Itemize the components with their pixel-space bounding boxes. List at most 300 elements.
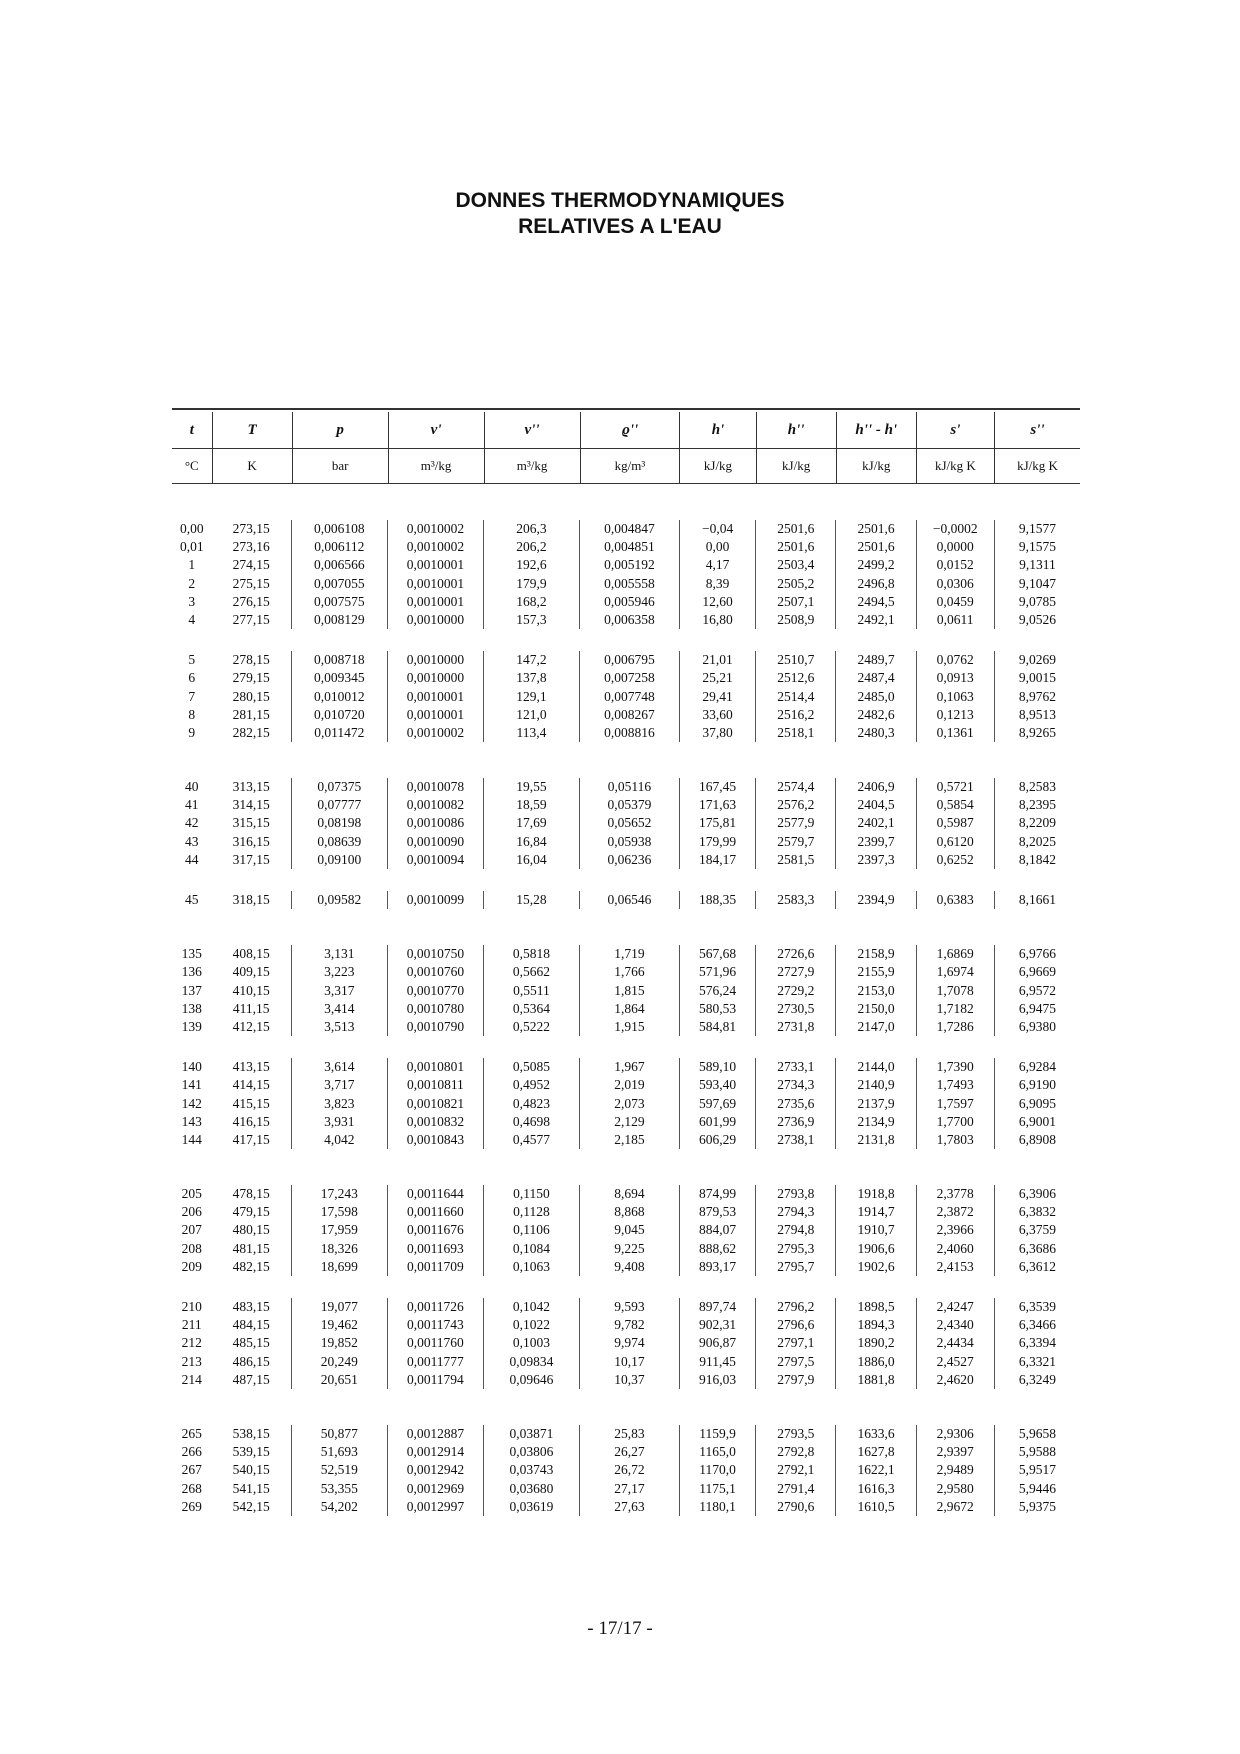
cell-col-v1: 0,0010821 [388, 1095, 484, 1113]
cell-col-hdiff: 2397,3 [836, 851, 916, 869]
cell-col-v1: 0,0010002 [388, 724, 484, 742]
table-row [172, 651, 1080, 669]
cell-col-v1: 0,0012997 [388, 1498, 484, 1516]
cell-col-hdiff: 1906,6 [836, 1240, 916, 1258]
table-row [172, 945, 1080, 963]
cell-col-hdiff: 2489,7 [836, 651, 916, 669]
document-title [0, 188, 1240, 240]
cell-col-rho: 0,004847 [580, 520, 680, 538]
cell-col-v2: 0,5818 [484, 945, 580, 963]
cell-col-v2: 15,28 [484, 891, 580, 909]
cell-col-p: 17,598 [292, 1203, 388, 1221]
header-col-h1: h' [680, 412, 756, 448]
unit-col-v2: m³/kg [485, 449, 581, 483]
cell-col-h2: 2583,3 [756, 891, 836, 909]
cell-col-rho: 0,005946 [580, 593, 680, 611]
cell-col-s1: 2,4247 [917, 1298, 995, 1316]
header-col-T: T [213, 412, 293, 448]
cell-col-h2: 2581,5 [756, 851, 836, 869]
cell-col-rho: 0,05379 [580, 796, 680, 814]
cell-col-v1: 0,0010770 [388, 982, 484, 1000]
cell-col-v1: 0,0010002 [388, 538, 484, 556]
cell-col-h1: 4,17 [680, 556, 756, 574]
cell-col-h1: 1165,0 [680, 1443, 756, 1461]
cell-col-v2: 206,2 [484, 538, 580, 556]
cell-col-s2: 6,3466 [1018, 1317, 1056, 1333]
cell-col-s2: 6,9190 [1018, 1077, 1056, 1093]
cell-col-hdiff: 1918,8 [836, 1185, 916, 1203]
cell-col-s1: 2,4060 [917, 1240, 995, 1258]
cell-col-h1: 25,21 [680, 669, 756, 687]
cell-col-hdiff: 1627,8 [836, 1443, 916, 1461]
cell-col-h2: 2793,8 [756, 1185, 836, 1203]
cell-col-h2: 2792,1 [756, 1461, 836, 1479]
cell-col-s1: 0,6383 [917, 891, 995, 909]
header-col-p: p [293, 412, 389, 448]
cell-col-rho: 0,005558 [580, 575, 680, 593]
cell-col-p: 0,008718 [292, 651, 388, 669]
cell-col-h2: 2736,9 [756, 1113, 836, 1131]
cell-col-s1: 0,0152 [917, 556, 995, 574]
cell-col-T: 415,15 [212, 1095, 292, 1113]
cell-col-rho: 9,408 [580, 1258, 680, 1276]
cell-col-rho: 0,005192 [580, 556, 680, 574]
cell-col-s1: 2,9397 [917, 1443, 995, 1461]
cell-col-h2: 2501,6 [756, 538, 836, 556]
cell-col-h2: 2794,3 [756, 1203, 836, 1221]
cell-col-s1: 1,7803 [917, 1131, 995, 1149]
page-number: - 17/17 - [587, 1618, 653, 1639]
cell-col-s1: 1,7078 [917, 982, 995, 1000]
group-spacer [172, 1276, 1080, 1298]
cell-col-s2: 6,3686 [1018, 1240, 1056, 1256]
cell-col-T: 410,15 [212, 982, 292, 1000]
cell-col-rho: 9,974 [580, 1334, 680, 1352]
cell-col-v2: 0,03806 [484, 1443, 580, 1461]
cell-col-h2: 2733,1 [756, 1058, 836, 1076]
cell-col-v1: 0,0010078 [388, 778, 484, 796]
steam-table [172, 412, 1080, 1516]
cell-col-hdiff: 1616,3 [836, 1480, 916, 1498]
cell-col-t: 209 [181, 1258, 202, 1274]
cell-col-s2: 6,9284 [1018, 1059, 1056, 1075]
cell-col-h1: 589,10 [680, 1058, 756, 1076]
cell-col-h2: 2727,9 [756, 963, 836, 981]
cell-col-hdiff: 1890,2 [836, 1334, 916, 1352]
cell-col-h2: 2792,8 [756, 1443, 836, 1461]
cell-col-t: 143 [181, 1113, 202, 1129]
cell-col-v2: 147,2 [484, 651, 580, 669]
cell-col-t: 8 [188, 706, 196, 722]
unit-col-h2: kJ/kg [757, 449, 837, 483]
cell-col-s2: 6,3759 [1018, 1222, 1056, 1238]
header-col-hdiff: h'' - h' [837, 412, 917, 448]
cell-col-s1: 0,1361 [917, 724, 995, 742]
cell-col-s2: 5,9588 [1018, 1444, 1056, 1460]
cell-col-p: 0,009345 [292, 669, 388, 687]
cell-col-T: 411,15 [212, 1000, 292, 1018]
cell-col-v1: 0,0012942 [388, 1461, 484, 1479]
cell-col-p: 3,614 [292, 1058, 388, 1076]
cell-col-h1: 888,62 [680, 1240, 756, 1258]
cell-col-T: 482,15 [212, 1258, 292, 1276]
cell-col-h2: 2508,9 [756, 611, 836, 629]
cell-col-s2: 6,3832 [1018, 1204, 1056, 1220]
cell-col-s1: 2,9580 [917, 1480, 995, 1498]
title-line-2: RELATIVES A L'EAU [518, 215, 722, 238]
cell-col-rho: 0,004851 [580, 538, 680, 556]
cell-col-hdiff: 2485,0 [836, 688, 916, 706]
cell-col-v2: 16,04 [484, 851, 580, 869]
cell-col-s2: 8,9513 [1018, 706, 1056, 722]
cell-col-h2: 2510,7 [756, 651, 836, 669]
unit-col-t: °C [172, 449, 213, 483]
title-line-1: DONNES THERMODYNAMIQUES [455, 189, 785, 212]
table-row [172, 724, 1080, 742]
cell-col-v1: 0,0010090 [388, 833, 484, 851]
cell-col-s1: 0,0459 [917, 593, 995, 611]
cell-col-hdiff: 2150,0 [836, 1000, 916, 1018]
cell-col-T: 417,15 [212, 1131, 292, 1149]
cell-col-h1: 879,53 [680, 1203, 756, 1221]
cell-col-v2: 129,1 [484, 688, 580, 706]
cell-col-t: 212 [181, 1335, 202, 1351]
cell-col-t: 135 [181, 946, 202, 962]
cell-col-t: 213 [181, 1353, 202, 1369]
cell-col-h2: 2579,7 [756, 833, 836, 851]
cell-col-h2: 2734,3 [756, 1076, 836, 1094]
cell-col-h2: 2796,2 [756, 1298, 836, 1316]
cell-col-v2: 0,09834 [484, 1353, 580, 1371]
cell-col-T: 539,15 [212, 1443, 292, 1461]
cell-col-hdiff: 1914,7 [836, 1203, 916, 1221]
cell-col-h1: 33,60 [680, 706, 756, 724]
table-top-rule [172, 408, 1080, 410]
cell-col-p: 0,006112 [292, 538, 388, 556]
cell-col-t: 206 [181, 1204, 202, 1220]
cell-col-s1: 2,4434 [917, 1334, 995, 1352]
table-section [172, 945, 1080, 1149]
cell-col-v2: 0,5364 [484, 1000, 580, 1018]
cell-col-rho: 10,17 [580, 1353, 680, 1371]
cell-col-v2: 0,1084 [484, 1240, 580, 1258]
cell-col-p: 19,462 [292, 1316, 388, 1334]
table-row [172, 1095, 1080, 1113]
cell-col-hdiff: 1894,3 [836, 1316, 916, 1334]
cell-col-rho: 27,63 [580, 1498, 680, 1516]
cell-col-h1: 567,68 [680, 945, 756, 963]
cell-col-t: 43 [185, 833, 199, 849]
cell-col-h1: 1180,1 [680, 1498, 756, 1516]
table-row [172, 1113, 1080, 1131]
cell-col-v2: 0,1063 [484, 1258, 580, 1276]
cell-col-rho: 9,045 [580, 1221, 680, 1239]
cell-col-s2: 8,1842 [1018, 851, 1056, 867]
unit-col-s1: kJ/kg K [917, 449, 995, 483]
cell-col-s2: 6,9001 [1018, 1113, 1056, 1129]
cell-col-hdiff: 2131,8 [836, 1131, 916, 1149]
cell-col-rho: 1,967 [580, 1058, 680, 1076]
cell-col-v1: 0,0011709 [388, 1258, 484, 1276]
cell-col-s1: 0,6120 [917, 833, 995, 851]
header-col-rho: ϱ'' [581, 412, 681, 448]
cell-col-h1: 29,41 [680, 688, 756, 706]
cell-col-s1: 0,5854 [917, 796, 995, 814]
cell-col-v1: 0,0010086 [388, 814, 484, 832]
cell-col-T: 413,15 [212, 1058, 292, 1076]
cell-col-v2: 0,03619 [484, 1498, 580, 1516]
cell-col-v2: 157,3 [484, 611, 580, 629]
table-row [172, 814, 1080, 832]
table-row [172, 593, 1080, 611]
cell-col-T: 314,15 [212, 796, 292, 814]
cell-col-v1: 0,0010750 [388, 945, 484, 963]
group-spacer [172, 1036, 1080, 1058]
cell-col-p: 20,249 [292, 1353, 388, 1371]
cell-col-s1: 0,0913 [917, 669, 995, 687]
cell-col-v1: 0,0010001 [388, 556, 484, 574]
cell-col-t: 40 [185, 779, 199, 795]
header-col-v1: v' [389, 412, 485, 448]
cell-col-s2: 5,9375 [1018, 1498, 1056, 1514]
cell-col-p: 18,699 [292, 1258, 388, 1276]
cell-col-t: 136 [181, 964, 202, 980]
cell-col-v1: 0,0011794 [388, 1371, 484, 1389]
cell-col-hdiff: 2394,9 [836, 891, 916, 909]
cell-col-hdiff: 2402,1 [836, 814, 916, 832]
cell-col-hdiff: 2158,9 [836, 945, 916, 963]
cell-col-T: 480,15 [212, 1221, 292, 1239]
cell-col-s2: 6,3612 [1018, 1258, 1056, 1274]
cell-col-h1: 188,35 [680, 891, 756, 909]
cell-col-s2: 5,9446 [1018, 1480, 1056, 1496]
cell-col-p: 0,008129 [292, 611, 388, 629]
cell-col-v1: 0,0011660 [388, 1203, 484, 1221]
cell-col-v1: 0,0010094 [388, 851, 484, 869]
cell-col-s2: 6,3321 [1018, 1353, 1056, 1369]
cell-col-rho: 0,05938 [580, 833, 680, 851]
group-spacer [172, 869, 1080, 891]
cell-col-p: 3,317 [292, 982, 388, 1000]
cell-col-h1: 0,00 [680, 538, 756, 556]
cell-col-hdiff: 2399,7 [836, 833, 916, 851]
cell-col-h1: 902,31 [680, 1316, 756, 1334]
cell-col-v2: 0,1003 [484, 1334, 580, 1352]
cell-col-h1: 911,45 [680, 1353, 756, 1371]
cell-col-T: 478,15 [212, 1185, 292, 1203]
cell-col-p: 17,959 [292, 1221, 388, 1239]
cell-col-s1: 2,4527 [917, 1353, 995, 1371]
cell-col-h1: 175,81 [680, 814, 756, 832]
cell-col-p: 53,355 [292, 1480, 388, 1498]
cell-col-h2: 2503,4 [756, 556, 836, 574]
table-row [172, 851, 1080, 869]
cell-col-hdiff: 1633,6 [836, 1425, 916, 1443]
cell-col-v1: 0,0011743 [388, 1316, 484, 1334]
cell-col-h1: 571,96 [680, 963, 756, 981]
cell-col-s1: 2,9489 [917, 1461, 995, 1479]
cell-col-h2: 2731,8 [756, 1018, 836, 1036]
cell-col-s1: 2,9672 [917, 1498, 995, 1516]
cell-col-p: 0,07375 [292, 778, 388, 796]
cell-col-s1: 2,3872 [917, 1203, 995, 1221]
cell-col-s2: 9,1577 [1018, 521, 1056, 536]
cell-col-T: 273,15 [212, 520, 292, 538]
cell-col-h2: 2726,6 [756, 945, 836, 963]
cell-col-T: 486,15 [212, 1353, 292, 1371]
cell-col-h1: 184,17 [680, 851, 756, 869]
cell-col-s2: 9,1047 [1018, 575, 1056, 591]
cell-col-rho: 1,766 [580, 963, 680, 981]
cell-col-v1: 0,0010811 [388, 1076, 484, 1094]
cell-col-v2: 0,5662 [484, 963, 580, 981]
cell-col-s2: 6,9766 [1018, 946, 1056, 962]
cell-col-p: 0,006566 [292, 556, 388, 574]
cell-col-p: 18,326 [292, 1240, 388, 1258]
table-row [172, 1371, 1080, 1389]
cell-col-T: 483,15 [212, 1298, 292, 1316]
cell-col-p: 3,223 [292, 963, 388, 981]
cell-col-h1: 593,40 [680, 1076, 756, 1094]
header-col-v2: v'' [485, 412, 581, 448]
section-spacer [172, 484, 1080, 520]
cell-col-hdiff: 1902,6 [836, 1258, 916, 1276]
cell-col-s2: 8,9762 [1018, 688, 1056, 704]
cell-col-rho: 0,06236 [580, 851, 680, 869]
cell-col-T: 538,15 [212, 1425, 292, 1443]
cell-col-rho: 1,815 [580, 982, 680, 1000]
cell-col-p: 3,717 [292, 1076, 388, 1094]
cell-col-rho: 26,27 [580, 1443, 680, 1461]
cell-col-T: 317,15 [212, 851, 292, 869]
cell-col-s2: 6,3906 [1018, 1186, 1056, 1202]
cell-col-s1: 1,7182 [917, 1000, 995, 1018]
cell-col-h1: 16,80 [680, 611, 756, 629]
unit-col-v1: m³/kg [389, 449, 485, 483]
cell-col-v2: 0,03680 [484, 1480, 580, 1498]
cell-col-p: 19,852 [292, 1334, 388, 1352]
table-row [172, 1018, 1080, 1036]
cell-col-p: 51,693 [292, 1443, 388, 1461]
cell-col-t: 208 [181, 1240, 202, 1256]
cell-col-t: 4 [188, 611, 196, 627]
cell-col-s2: 6,9572 [1018, 982, 1056, 998]
header-col-t: t [172, 412, 213, 448]
cell-col-s1: 2,4620 [917, 1371, 995, 1389]
cell-col-T: 316,15 [212, 833, 292, 851]
cell-col-s2: 9,0269 [1018, 652, 1056, 668]
cell-col-h1: 897,74 [680, 1298, 756, 1316]
cell-col-t: 137 [181, 982, 202, 998]
cell-col-rho: 2,019 [580, 1076, 680, 1094]
table-row [172, 1498, 1080, 1516]
cell-col-s1: 0,0762 [917, 651, 995, 669]
cell-col-s1: 1,7597 [917, 1095, 995, 1113]
cell-col-h1: 606,29 [680, 1131, 756, 1149]
cell-col-hdiff: 1910,7 [836, 1221, 916, 1239]
table-row [172, 556, 1080, 574]
cell-col-t: 138 [181, 1000, 202, 1016]
cell-col-s1: 2,4340 [917, 1316, 995, 1334]
cell-col-p: 20,651 [292, 1371, 388, 1389]
cell-col-T: 409,15 [212, 963, 292, 981]
cell-col-T: 276,15 [212, 593, 292, 611]
table-section [172, 520, 1080, 742]
cell-col-s1: 0,0611 [917, 611, 995, 629]
cell-col-t: 210 [181, 1299, 202, 1314]
cell-col-T: 282,15 [212, 724, 292, 742]
cell-col-h1: 576,24 [680, 982, 756, 1000]
cell-col-t: 41 [185, 797, 199, 813]
table-unit-row [172, 449, 1080, 484]
cell-col-T: 485,15 [212, 1334, 292, 1352]
cell-col-h1: 584,81 [680, 1018, 756, 1036]
cell-col-h1: 171,63 [680, 796, 756, 814]
cell-col-T: 273,16 [212, 538, 292, 556]
cell-col-t: 141 [181, 1077, 202, 1093]
cell-col-s1: 1,6869 [917, 945, 995, 963]
cell-col-t: 142 [181, 1095, 202, 1111]
cell-col-h1: 1175,1 [680, 1480, 756, 1498]
cell-col-h2: 2796,6 [756, 1316, 836, 1334]
cell-col-h2: 2793,5 [756, 1425, 836, 1443]
cell-col-s1: 0,1063 [917, 688, 995, 706]
cell-col-p: 0,007055 [292, 575, 388, 593]
cell-col-h1: 874,99 [680, 1185, 756, 1203]
cell-col-rho: 2,129 [580, 1113, 680, 1131]
header-col-s2: s'' [1030, 421, 1045, 438]
unit-col-T: K [213, 449, 293, 483]
table-row [172, 796, 1080, 814]
cell-col-T: 541,15 [212, 1480, 292, 1498]
cell-col-hdiff: 2501,6 [836, 538, 916, 556]
cell-col-t: 268 [181, 1480, 202, 1496]
section-spacer [172, 909, 1080, 945]
table-row [172, 1131, 1080, 1149]
cell-col-s1: 0,0306 [917, 575, 995, 593]
cell-col-T: 484,15 [212, 1316, 292, 1334]
cell-col-s2: 6,3539 [1018, 1299, 1056, 1314]
cell-col-v1: 0,0010001 [388, 688, 484, 706]
table-row [172, 1258, 1080, 1276]
cell-col-rho: 8,868 [580, 1203, 680, 1221]
cell-col-v1: 0,0010780 [388, 1000, 484, 1018]
cell-col-T: 414,15 [212, 1076, 292, 1094]
header-col-s1: s' [917, 412, 995, 448]
cell-col-h2: 2574,4 [756, 778, 836, 796]
cell-col-t: 44 [185, 851, 199, 867]
cell-col-v2: 137,8 [484, 669, 580, 687]
cell-col-s2: 9,0526 [1018, 611, 1056, 627]
cell-col-t: 214 [181, 1371, 202, 1387]
cell-col-v1: 0,0010000 [388, 669, 484, 687]
cell-col-s1: 0,5987 [917, 814, 995, 832]
cell-col-s1: 1,7390 [917, 1058, 995, 1076]
cell-col-v2: 18,59 [484, 796, 580, 814]
cell-col-p: 0,011472 [292, 724, 388, 742]
cell-col-v1: 0,0010001 [388, 706, 484, 724]
cell-col-hdiff: 2492,1 [836, 611, 916, 629]
cell-col-hdiff: 2140,9 [836, 1076, 916, 1094]
cell-col-s2: 6,9095 [1018, 1095, 1056, 1111]
cell-col-h2: 2507,1 [756, 593, 836, 611]
cell-col-T: 313,15 [212, 778, 292, 796]
cell-col-hdiff: 2496,8 [836, 575, 916, 593]
cell-col-p: 3,414 [292, 1000, 388, 1018]
cell-col-v1: 0,0011644 [388, 1185, 484, 1203]
cell-col-h1: 916,03 [680, 1371, 756, 1389]
cell-col-h2: 2738,1 [756, 1131, 836, 1149]
